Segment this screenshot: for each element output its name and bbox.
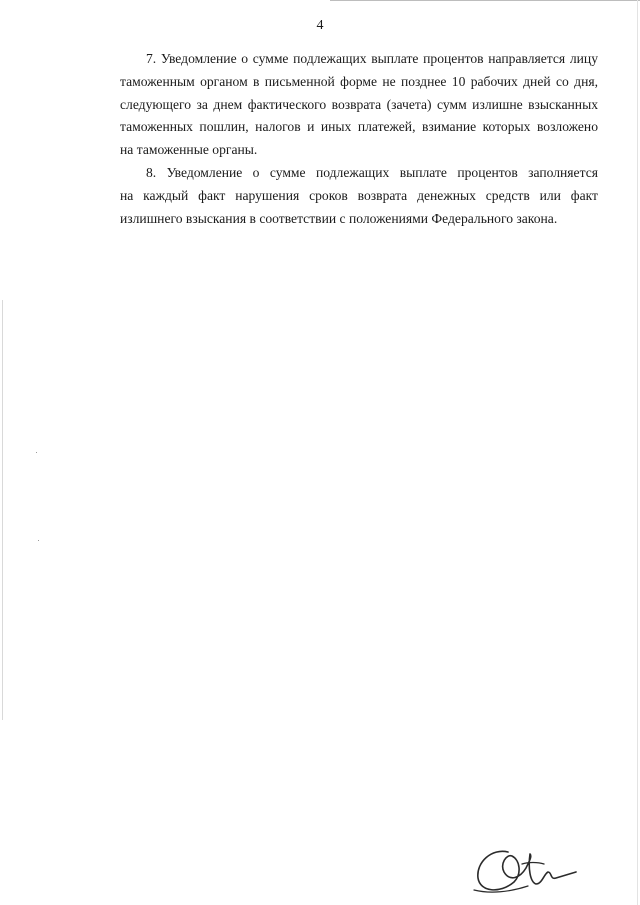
page-number: 4 — [316, 18, 324, 33]
text-line: таможенным органом в письменной форме не позднее 10 рабочих дней со дня, — [120, 73, 598, 89]
scan-edge-right — [637, 0, 638, 905]
scan-edge-top — [330, 0, 640, 1]
scan-speck — [38, 540, 39, 541]
document-body — [94, 48, 598, 230]
scan-speck — [36, 452, 37, 453]
text-line: следующего за днем фактического возврата (зачета) сумм излишне взысканных — [120, 96, 598, 112]
text-line: излишнего взыскания в соответствии с положениями Федерального закона. — [120, 210, 558, 226]
text-line: таможенных пошлин, налогов и иных платежей, взимание которых возложено — [120, 119, 598, 135]
text-line: на каждый факт нарушения сроков возврата денежных средств или факт — [120, 187, 598, 203]
text-line: 7. Уведомление о сумме подлежащих выплате процентов направляется лицу — [146, 51, 598, 66]
paragraph-7 — [94, 48, 598, 162]
text-line: 8. Уведомление о сумме подлежащих выплате процентов заполняется — [146, 164, 598, 180]
paragraph-8 — [94, 162, 598, 230]
scan-edge-left — [2, 300, 3, 720]
text-line: на таможенные органы. — [120, 142, 258, 158]
handwritten-signature-icon — [470, 838, 580, 898]
